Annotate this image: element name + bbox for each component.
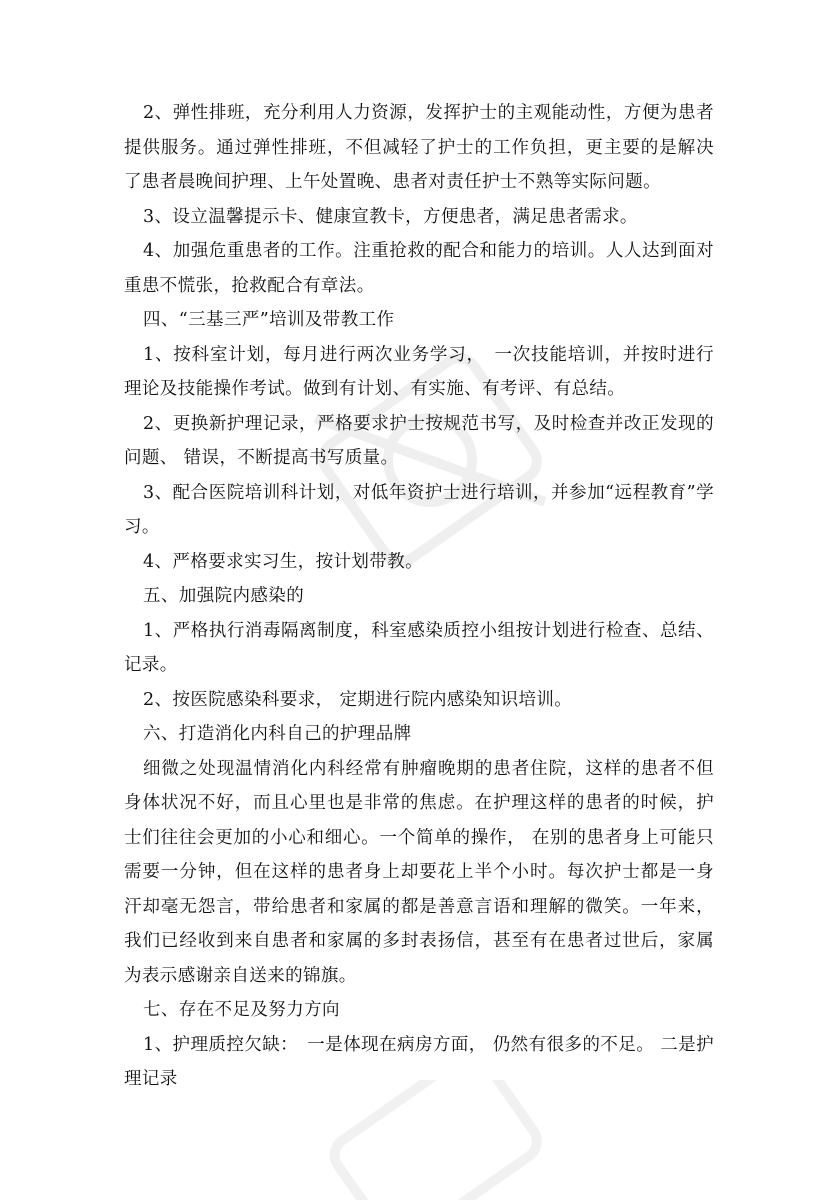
paragraph-interns: 4、严格要求实习生，按计划带教。	[143, 551, 424, 572]
paragraph-study-plan: 1、按科室计划，每月进行两次业务学习， 一次技能培训，并按时进行理论及技能操作考试。做到有计划、有实施、有考评、有总结。	[124, 344, 714, 399]
section-heading-shortcomings: 七、存在不足及努力方向	[143, 1000, 340, 1020]
paragraph-quality-control: 1、护理质控欠缺： 一是体现在病房方面， 仍然有很多的不足。 二是护理记录	[124, 1034, 714, 1089]
document-body	[124, 96, 714, 1097]
paragraph-warmth-care: 细微之处现温情消化内科经常有肿瘤晚期的患者住院，这样的患者不但身体状况不好，而且心里也是非常的焦虑。在护理这样的患者的时候，护士们往往会更加的小心和细心。一个简单的操作， 在别的患者身上可能只需要一分钟，但在这样的患者身上却要花上半个小时。每次护士都是一身汗却毫无怨言，带给患者和家属的都是善意言语和理解的微笑。一年来，我们已经收到来自患者和家属的多封表扬信，甚至有在患者过世后，家属为表示感谢亲自送来的锦旗。	[124, 758, 714, 986]
paragraph-flexible-scheduling: 2、弹性排班，充分利用人力资源，发挥护士的主观能动性，方便为患者提供服务。通过弹性排班，不但减轻了护士的工作负担，更主要的是解决了患者晨晚间护理、上午处置晚、患者对责任护士不熟等实际问题。	[124, 103, 714, 192]
paragraph-nursing-records: 2、更换新护理记录，严格要求护士按规范书写，及时检查并改正发现的问题、 错误，不断提高书写质量。	[124, 413, 714, 468]
section-heading-training: 四、“三基三严”培训及带教工作	[143, 310, 395, 330]
paragraph-critical-patients: 4、加强危重患者的工作。注重抢救的配合和能力的培训。人人达到面对重患不慌张，抢救配合有章法。	[124, 241, 714, 296]
paragraph-infection-training: 2、按医院感染科要求， 定期进行院内感染知识培训。	[143, 689, 573, 710]
watermark-graphic-bottom	[300, 1080, 560, 1200]
paragraph-disinfection: 1、严格执行消毒隔离制度，科室感染质控小组按计划进行检查、总结、记录。	[124, 620, 714, 675]
section-heading-infection: 五、加强院内感染的	[143, 586, 305, 606]
section-heading-brand: 六、打造消化内科自己的护理品牌	[143, 724, 412, 744]
paragraph-warm-cards: 3、设立温馨提示卡、健康宣教卡，方便患者，满足患者需求。	[143, 206, 638, 227]
paragraph-junior-training: 3、配合医院培训科计划，对低年资护士进行培训，并参加“远程教育”学习。	[124, 482, 714, 537]
